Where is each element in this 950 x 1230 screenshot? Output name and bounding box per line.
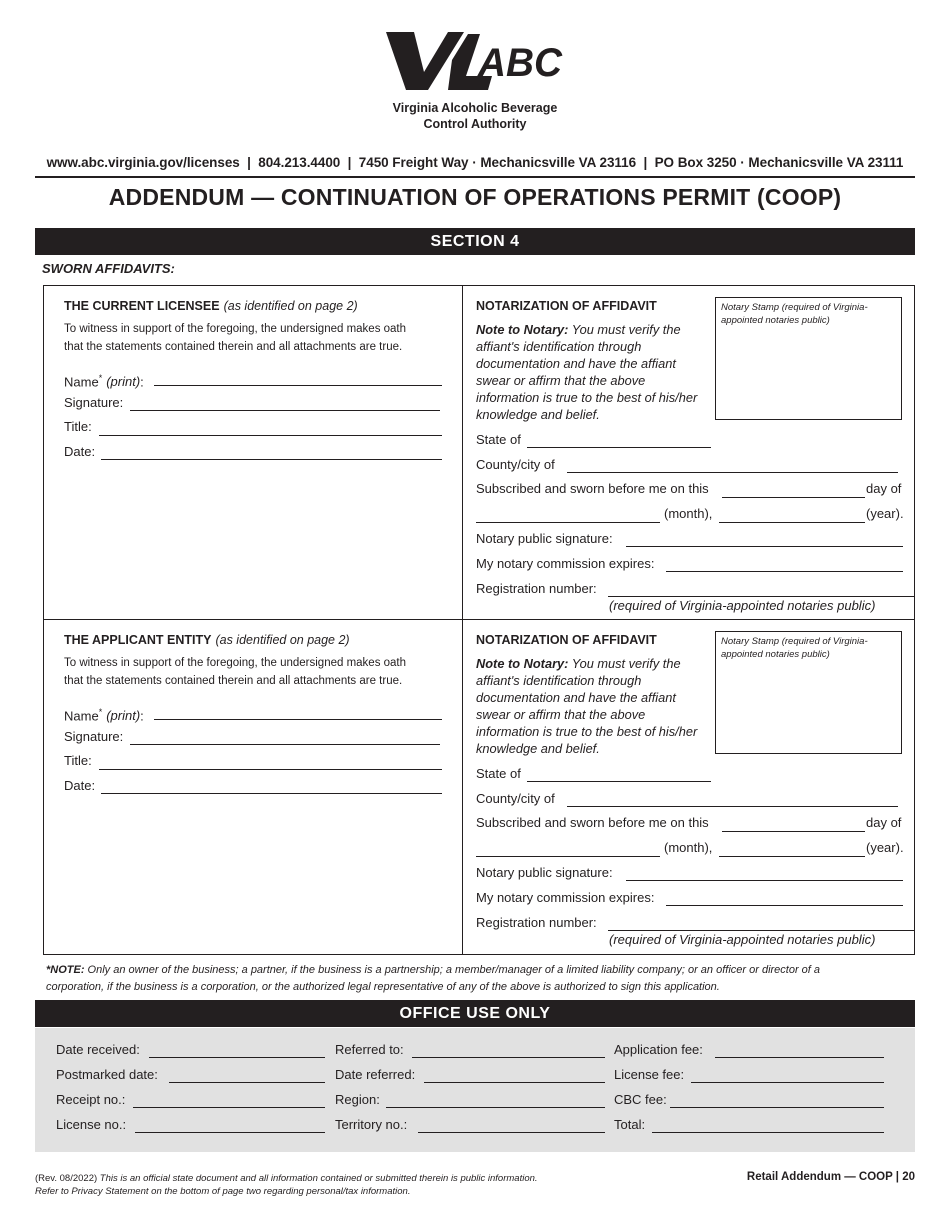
office-col3-label-0: Application fee: [614,1042,703,1057]
header-rule [35,176,915,178]
name-print-hint: (print) [106,708,141,724]
office-col1-field-1[interactable] [169,1082,325,1083]
year-label: (year). [866,840,904,855]
day-of-label: day of [866,815,902,830]
note-to-notary-text: You must verify the affiant's identification through documentation and have the affiant swear or affirm that the above information is true to the best of his/her knowledge and belief. [476,656,698,756]
date-field[interactable] [101,793,442,794]
month-field[interactable] [476,856,660,857]
title-field[interactable] [99,435,442,436]
office-col3-label-2: CBC fee: [614,1092,667,1107]
oath-line-2: that the statements contained therein and all attachments are true. [64,675,403,687]
office-col2-field-2[interactable] [386,1107,605,1108]
contact-line: www.abc.virginia.gov/licenses | 804.213.4400 | 7450 Freight Way · Mechanicsville VA 23116 | PO Box 3250 · Mechanicsville VA 23111 [46,155,904,170]
office-col3-label-1: License fee: [614,1067,685,1082]
notary-signature-label: Notary public signature: [476,531,613,546]
registration-note: (required of Virginia-appointed notaries public) [609,932,876,947]
month-label: (month), [664,506,713,521]
office-col3-field-2[interactable] [670,1107,884,1108]
month-label: (month), [664,840,713,855]
commission-label: My notary commission expires: [476,556,655,571]
county-field[interactable] [567,806,898,807]
block-heading-note: (as identified on page 2) [223,299,358,313]
office-col3-label-3: Total: [614,1117,646,1132]
notary-stamp-label: Notary Stamp (required of Virginia-appointed notaries public) [721,302,868,326]
column-divider [462,286,463,619]
office-col2-field-3[interactable] [418,1132,605,1133]
svg-text:ABC: ABC [477,41,564,85]
month-field[interactable] [476,522,660,523]
block-heading [64,298,358,314]
year-label: (year). [866,506,904,521]
office-col3-field-0[interactable] [715,1057,884,1058]
sworn-text: Subscribed and sworn before me on this [476,815,709,830]
signature-field[interactable] [130,410,440,411]
registration-label: Registration number: [476,915,597,930]
revision-note [35,1172,538,1198]
note-to-notary [476,655,700,757]
notary-signature-field[interactable] [626,546,903,547]
year-field[interactable] [719,856,865,857]
name-colon: : [140,708,144,724]
rev-text: This is an official state document and all information contained or submitted therein is public information. [97,1173,538,1184]
notary-signature-label: Notary public signature: [476,865,613,880]
state-field[interactable] [527,781,711,782]
page-title: ADDENDUM — CONTINUATION OF OPERATIONS PERMIT (COOP) [108,184,842,210]
registration-field[interactable] [608,930,914,931]
office-col1-label-3: License no.: [56,1117,127,1132]
page-identifier: Retail Addendum — COOP | 20 [746,1171,915,1183]
note-label: *NOTE: [46,964,85,976]
name-asterisk: * [98,373,103,383]
date-label: Date: [64,778,96,793]
column-divider [462,620,463,954]
year-field[interactable] [719,522,865,523]
state-label: State of [476,766,521,781]
block-heading-note: (as identified on page 2) [215,633,350,647]
section-bar: SECTION 4 [35,228,915,255]
org-name-line2: Control Authority [423,117,527,131]
name-label [64,370,144,390]
note-to-notary-text: You must verify the affiant's identification through documentation and have the affiant swear or affirm that the above information is true to the best of his/her knowledge and belief. [476,322,698,422]
office-col1-field-2[interactable] [133,1107,325,1108]
office-col1-label-2: Receipt no.: [56,1092,126,1107]
title-field[interactable] [99,769,442,770]
notary-stamp-box [715,297,902,420]
sworn-text: Subscribed and sworn before me on this [476,481,709,496]
signature-label: Signature: [64,395,124,410]
office-col1-field-0[interactable] [149,1057,325,1058]
office-col2-label-3: Territory no.: [335,1117,408,1132]
registration-note: (required of Virginia-appointed notaries public) [609,598,876,613]
state-field[interactable] [527,447,711,448]
office-col3-field-3[interactable] [652,1132,884,1133]
note-to-notary [476,321,700,423]
note-to-notary-label: Note to Notary: [476,322,569,337]
commission-label: My notary commission expires: [476,890,655,905]
block-heading [64,632,350,648]
note-line2: corporation, if the business is a corporation, or the authorized legal representative of any of the above is authorized to sign this application. [46,981,720,993]
office-use-bar: OFFICE USE ONLY [35,1000,915,1027]
office-col1-label-0: Date received: [56,1042,140,1057]
office-col2-field-1[interactable] [424,1082,605,1083]
registration-label: Registration number: [476,581,597,596]
county-label: County/city of [476,457,555,472]
name-label-text: Name [64,374,99,390]
name-field[interactable] [154,719,442,720]
title-label: Title: [64,753,92,768]
registration-field[interactable] [608,596,914,597]
office-col2-label-0: Referred to: [335,1042,404,1057]
day-field[interactable] [722,497,865,498]
day-field[interactable] [722,831,865,832]
notary-signature-field[interactable] [626,880,903,881]
office-col1-field-3[interactable] [135,1132,325,1133]
county-label: County/city of [476,791,555,806]
rev-date: (Rev. 08/2022) [35,1173,98,1184]
affidavit-block-licensee [43,285,915,620]
date-label: Date: [64,444,96,459]
note-line1: Only an owner of the business; a partner, if the business is a partnership; a member/manager of a limited liability company; or an officer or director of a [84,964,821,976]
block-heading-title: THE APPLICANT ENTITY [64,633,212,647]
office-col3-field-1[interactable] [691,1082,884,1083]
name-print-hint: (print) [106,374,141,390]
oath-line-1: To witness in support of the foregoing, the undersigned makes oath [64,323,407,335]
sworn-affidavits-heading: SWORN AFFIDAVITS: [42,261,175,276]
signature-label: Signature: [64,729,124,744]
oath-line-2: that the statements contained therein and all attachments are true. [64,341,403,353]
name-label [64,704,144,724]
date-field[interactable] [101,459,442,460]
va-abc-logo [384,30,566,92]
office-col1-label-1: Postmarked date: [56,1067,158,1082]
commission-field[interactable] [666,571,903,572]
org-name-line1: Virginia Alcoholic Beverage [392,101,558,115]
signature-field[interactable] [130,744,440,745]
name-colon: : [140,374,144,390]
day-of-label: day of [866,481,902,496]
office-col2-label-2: Region: [335,1092,380,1107]
office-use-panel [35,1028,915,1152]
note-to-notary-label: Note to Notary: [476,656,569,671]
block-heading-title: THE CURRENT LICENSEE [64,299,220,313]
privacy-text: Refer to Privacy Statement on the bottom of page two regarding personal/tax information. [35,1186,411,1197]
name-label-text: Name [64,708,99,724]
notary-stamp-label: Notary Stamp (required of Virginia-appointed notaries public) [721,636,868,660]
title-label: Title: [64,419,92,434]
notary-stamp-box [715,631,902,754]
office-col2-label-1: Date referred: [335,1067,416,1082]
signature-note [46,962,906,996]
commission-field[interactable] [666,905,903,906]
oath-line-1: To witness in support of the foregoing, the undersigned makes oath [64,657,407,669]
notary-heading: NOTARIZATION OF AFFIDAVIT [476,633,657,647]
state-label: State of [476,432,521,447]
name-asterisk: * [98,707,103,717]
affidavit-block-applicant [43,620,915,955]
notary-heading: NOTARIZATION OF AFFIDAVIT [476,299,657,313]
office-col2-field-0[interactable] [412,1057,605,1058]
name-field[interactable] [154,385,442,386]
county-field[interactable] [567,472,898,473]
